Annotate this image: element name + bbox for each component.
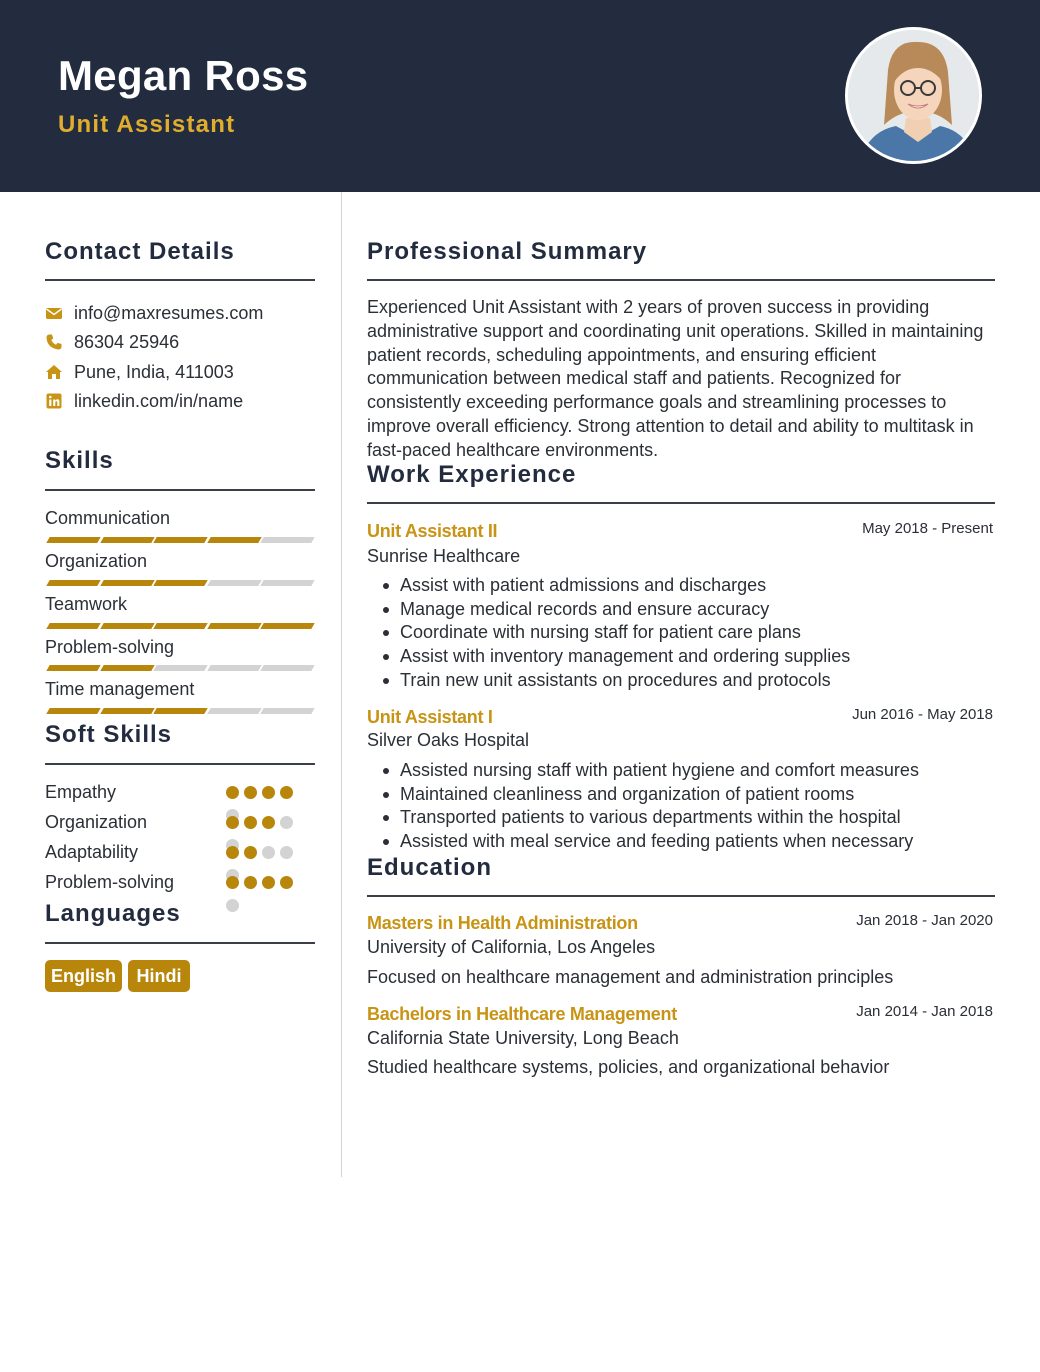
rating-dot-filled (226, 816, 239, 829)
rating-dot-empty (280, 846, 293, 859)
linkedin-icon (45, 392, 63, 410)
rating-dot-filled (280, 876, 293, 889)
column-divider (341, 192, 342, 1177)
skills-section-title: Skills (45, 447, 114, 474)
contact-address (45, 360, 325, 384)
soft-skill-name: Adaptability (45, 842, 139, 862)
summary-section-rule (367, 279, 995, 281)
experience-section-title: Work Experience (367, 461, 577, 488)
job-duty: Maintained cleanliness and organization of patient rooms (380, 783, 1000, 807)
skill-bar-segment-empty (207, 580, 261, 586)
profile-photo (845, 27, 982, 164)
skill-bar-segment-filled (100, 665, 154, 671)
school-name: California State University, Long Beach (367, 1028, 679, 1048)
skill-name: Organization (45, 551, 148, 571)
rating-dot-filled (226, 876, 239, 889)
job-dates: Jun 2016 - May 2018 (852, 706, 993, 723)
skill-bar-segment-filled (260, 623, 314, 629)
rating-dot-filled (226, 786, 239, 799)
job-duty: Assist with inventory management and ordering supplies (380, 645, 1000, 669)
rating-dot-filled (262, 816, 275, 829)
candidate-name: Megan Ross (58, 52, 309, 99)
education-section-rule (367, 895, 995, 897)
skill-level-bar (45, 708, 315, 714)
job-duties-list (380, 574, 1000, 693)
skill-name: Communication (45, 508, 171, 528)
skill-bar-segment-filled (100, 708, 154, 714)
contact-linkedin-text: linkedin.com/in/name (74, 391, 244, 411)
contact-email[interactable] (45, 301, 325, 325)
phone-icon (45, 333, 63, 351)
job-duty: Assist with patient admissions and discharges (380, 574, 1000, 598)
contact-email-text: info@maxresumes.com (74, 303, 264, 323)
skill-bar-segment-filled (100, 623, 154, 629)
candidate-role: Unit Assistant (58, 111, 236, 138)
job-employer: Sunrise Healthcare (367, 546, 521, 566)
skill-bar-segment-empty (153, 665, 207, 671)
rating-dot-empty (280, 816, 293, 829)
soft-skill-name: Empathy (45, 782, 117, 802)
job-duty: Assisted with meal service and feeding patients when necessary (380, 830, 1000, 854)
rating-dot-filled (226, 846, 239, 859)
job-employer: Silver Oaks Hospital (367, 730, 530, 750)
contact-address-text: Pune, India, 411003 (74, 362, 234, 382)
degree-description: Studied healthcare systems, policies, and organizational behavior (367, 1057, 890, 1077)
degree-title: Bachelors in Healthcare Management (367, 1004, 677, 1024)
contact-phone[interactable] (45, 330, 325, 354)
header-banner (0, 0, 1040, 192)
rating-dot-empty (226, 899, 239, 912)
job-dates: May 2018 - Present (862, 520, 993, 537)
summary-section-title: Professional Summary (367, 238, 648, 265)
summary-text: Experienced Unit Assistant with 2 years of proven success in providing administrative support and coordinating unit operations. Skilled in maintaining patient records, scheduling appointments, and ensuring efficient communication between medical staff and patients. Recognized for consistently exceeding performance goals and streamlining processes to improve overall efficiency. Strong attention to detail and ability to multitask in fast-paced healthcare environments. (367, 297, 984, 460)
soft-skills-section-rule (45, 763, 315, 765)
languages-section-title: Languages (45, 900, 181, 927)
job-title: Unit Assistant I (367, 707, 493, 727)
skill-bar-segment-filled (153, 580, 207, 586)
school-name: University of California, Los Angeles (367, 937, 656, 957)
contact-section-rule (45, 279, 315, 281)
skill-bar-segment-filled (153, 537, 207, 543)
skill-bar-segment-empty (260, 665, 314, 671)
skill-bar-segment-filled (46, 580, 100, 586)
soft-skill-name: Organization (45, 812, 148, 832)
skill-level-bar (45, 623, 315, 629)
soft-skill-rating (226, 846, 316, 860)
soft-skills-section-title: Soft Skills (45, 721, 173, 748)
soft-skill-rating (226, 786, 316, 800)
skill-bar-segment-filled (46, 708, 100, 714)
rating-dot-filled (280, 786, 293, 799)
rating-dot-empty (262, 846, 275, 859)
skill-bar-segment-filled (153, 708, 207, 714)
job-duty: Assisted nursing staff with patient hygiene and comfort measures (380, 759, 1000, 783)
skill-level-bar (45, 580, 315, 586)
job-duties-list (380, 759, 1000, 854)
rating-dot-filled (244, 816, 257, 829)
job-duty: Manage medical records and ensure accuracy (380, 598, 1000, 622)
skill-bar-segment-filled (153, 623, 207, 629)
skill-bar-segment-empty (207, 708, 261, 714)
rating-dot-filled (262, 876, 275, 889)
skill-bar-segment-empty (260, 708, 314, 714)
contact-phone-text: 86304 25946 (74, 332, 180, 352)
job-duty: Train new unit assistants on procedures and protocols (380, 669, 1000, 693)
skill-bar-segment-filled (207, 623, 261, 629)
home-icon (45, 363, 63, 381)
skill-bar-segment-empty (260, 580, 314, 586)
contact-section-title: Contact Details (45, 238, 235, 265)
education-section-title: Education (367, 854, 493, 881)
rating-dot-filled (244, 786, 257, 799)
degree-dates: Jan 2018 - Jan 2020 (856, 912, 993, 929)
rating-dot-filled (262, 786, 275, 799)
skill-name: Teamwork (45, 594, 128, 614)
soft-skill-rating (226, 876, 316, 890)
skill-level-bar (45, 665, 315, 671)
skill-bar-segment-empty (260, 537, 314, 543)
job-duty: Coordinate with nursing staff for patient care plans (380, 621, 1000, 645)
contact-linkedin[interactable] (45, 389, 325, 413)
degree-dates: Jan 2014 - Jan 2018 (856, 1003, 993, 1020)
envelope-icon (45, 304, 63, 322)
skill-bar-segment-filled (100, 580, 154, 586)
rating-dot-filled (244, 846, 257, 859)
skill-name: Time management (45, 679, 195, 699)
degree-description: Focused on healthcare management and administration principles (367, 967, 894, 987)
skill-bar-segment-empty (207, 665, 261, 671)
skill-bar-segment-filled (100, 537, 154, 543)
soft-skill-rating (226, 816, 316, 830)
skill-name: Problem-solving (45, 637, 175, 657)
job-title: Unit Assistant II (367, 521, 498, 541)
skill-bar-segment-filled (207, 537, 261, 543)
job-duty: Transported patients to various departments within the hospital (380, 806, 1000, 830)
experience-section-rule (367, 502, 995, 504)
skill-level-bar (45, 537, 315, 543)
soft-skill-name: Problem-solving (45, 872, 175, 892)
skill-bar-segment-filled (46, 537, 100, 543)
rating-dot-filled (244, 876, 257, 889)
languages-section-rule (45, 942, 315, 944)
degree-title: Masters in Health Administration (367, 913, 638, 933)
language-badge-english: English (45, 960, 122, 992)
skills-section-rule (45, 489, 315, 491)
language-badge-hindi: Hindi (128, 960, 190, 992)
person-photo-icon (848, 30, 982, 164)
skill-bar-segment-filled (46, 665, 100, 671)
skill-bar-segment-filled (46, 623, 100, 629)
